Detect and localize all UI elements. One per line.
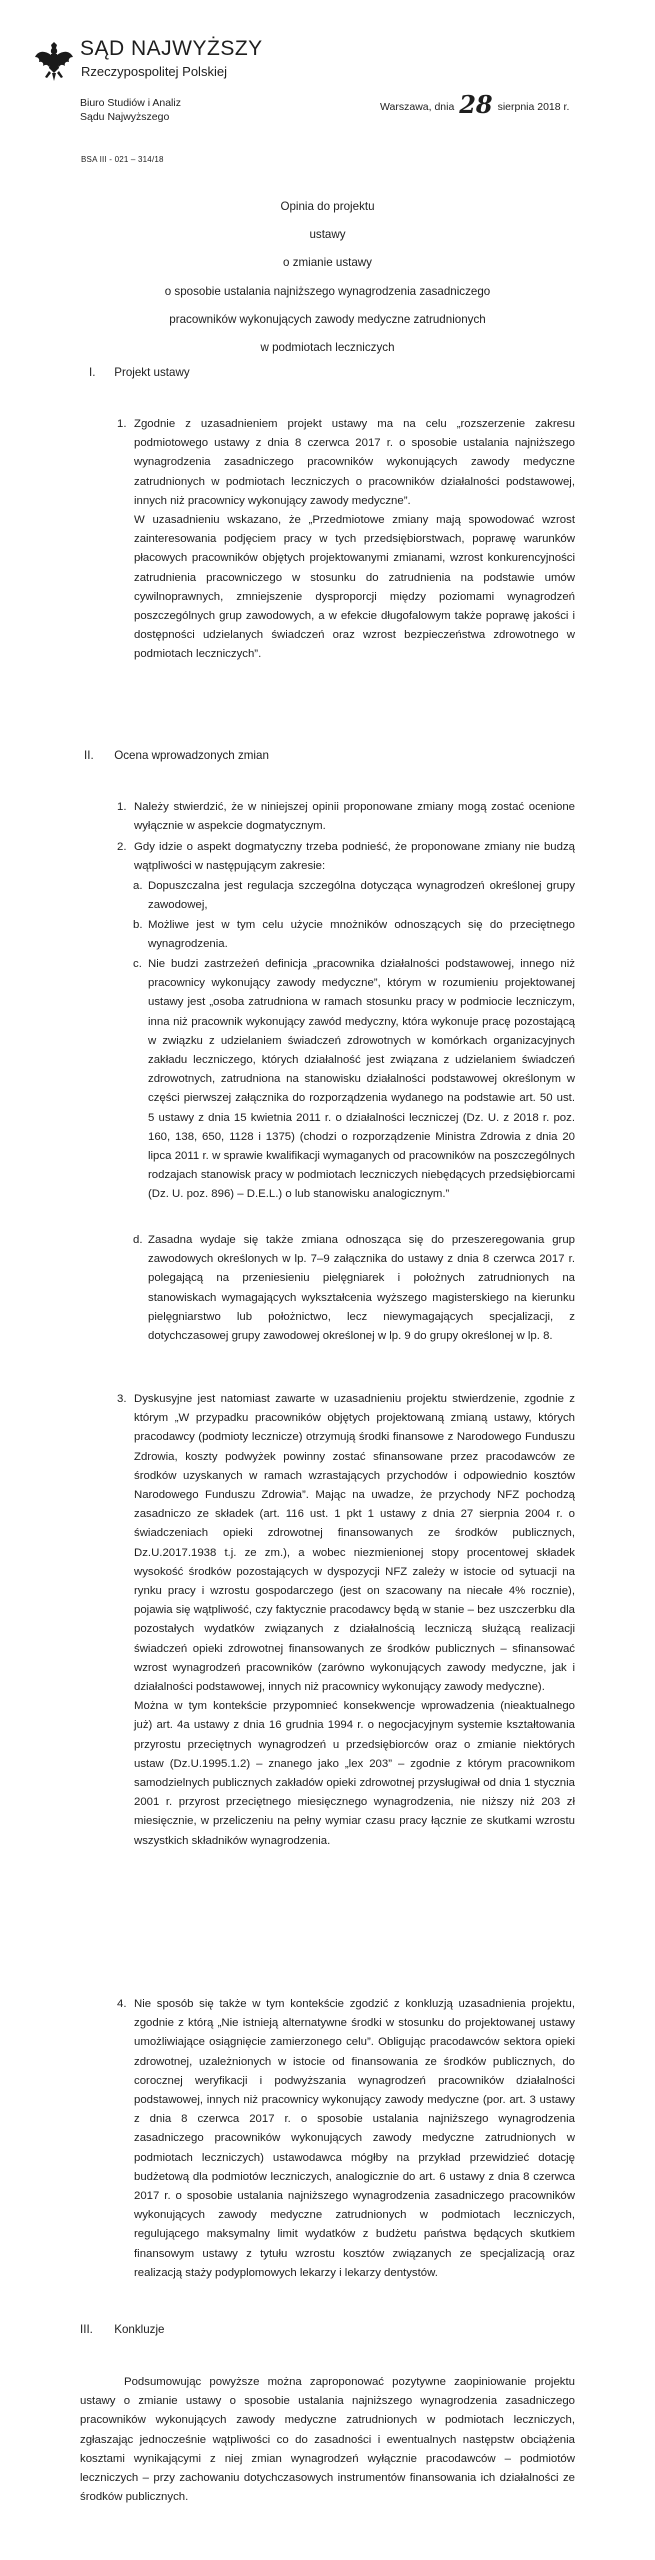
item-text: Dyskusyjne jest natomiast zawarte w uzasadnieniu projektu stwierdzenie, zgodnie z którym „W przypadku pracowników objętych projektowaną zmianą ustawy, których pracodawcy (podmioty lecznicze) otrzymują środki finansowe z Narodowego Funduszu Zdrowia, koszty podwyżek powinny zostać sfinansowane przez pracodawców ze środków uzyskanych w ramach wzrastających przychodów i odpowiednio kosztów Narodowego Funduszu Zdrowia”. Mając na uwadze, że przychody NFZ pochodzą zasadniczo ze składek (art. 116 ust. 1 pkt 1 ustawy z dnia 27 sierpnia 2004 r. o świadczeniach opieki zdrowotnej finansowanych ze środków publicznych, Dz.U.2017.1938 t.j. ze zm.), a wobec niezmienionej stopy procentowej składek wysokość środków pozostających w dyspozycji NFZ zależy w istocie od sytuacji na rynku pracy i wzrostu gospodarczego (jest on szacowany na niecałe 4% rocznie), pojawia się wątpliwość, czy faktycznie pracodawcy będą w stanie – bez uszczerbku dla pozostałych wydatków związanych z działalnością leczniczą służącą realizacji świadczeń opieki zdrowotnej finansowanych ze środków publicznych – sfinansować wzrost wynagrodzeń pracowników (zarówno wykonujących zawody medyczne, jak i działalności podstawowej, innych niż pracownicy wykonujący zawody medyczne). [134,1393,575,1694]
item-text: Należy stwierdzić, że w niniejszej opinii proponowane zmiany mogą zostać ocenione wyłącznie w aspekcie dogmatycznym. [134,801,575,833]
document-title [100,193,555,362]
section-2-item-4 [117,1995,575,2283]
item-text: Gdy idzie o aspekt dogmatyczny trzeba podnieść, że proponowane zmiany nie budzą wątpliwości w następującym zakresie: [134,841,575,873]
office-name [80,96,181,124]
section-2-point-c [133,955,575,1205]
section-1-numeral: I. [89,366,96,379]
item-number: 1. [117,418,127,430]
point-text: Nie budzi zastrzeżeń definicja „pracownika działalności podstawowej, innego niż pracownicy wykonujący zawody medyczne”, którym w rozumieniu projektowanej ustawy jest „osoba zatrudniona w ramach stosunku pracy w podmiocie leczniczym, inna niż pracownik wykonujący zawód medyczny, która wykonuje pracę pozostającą w związku z udzielaniem świadczeń zdrowotnych w komórkach organizacyjnych zakładu leczniczego, których działalność jest związana z udzielaniem świadczeń zdrowotnych, zatrudniona na stanowisku działalności podstawowej określonym w części pierwszej załącznika do rozporządzenia wydanego na podstawie art. 50 ust. 5 ustawy z dnia 15 kwietnia 2011 r. o działalności leczniczej (Dz. U. z 2018 r. poz. 160, 138, 650, 1128 i 1375) (chodzi o rozporządzenie Ministra Zdrowia z dnia 20 lipca 2011 r. w sprawie kwalifikacji wymaganych od pracowników na poszczególnych rodzajach stanowisk pracy w podmiotach leczniczych niebędących przedsiębiorcami (Dz. U. poz. 896) – D.E.L.) o lub stanowisku analogicznym.” [148,958,575,1201]
item-text: Zgodnie z uzasadnieniem projekt ustawy ma na celu „rozszerzenie zakresu podmiotowego ustawy z dnia 8 czerwca 2017 r. o sposobie ustalania najniższego wynagrodzenia zasadniczego pracowników wykonujących zawody medyczne zatrudnionych w podmiotach leczniczych o pracowników działalności podstawowej, innych niż pracownicy wykonujący zawody medyczne”. [134,418,575,507]
eagle-emblem-icon [34,40,74,82]
item-text-continued: W uzasadnieniu wskazano, że „Przedmiotowe zmiany mają spowodować wzrost zainteresowania podjęciem pracy w tych przedsiębiorstwach, poprawę warunków płacowych pracowników objętych projektowanymi zmianami, wzrost konkurencyjności zatrudnienia pracowniczego w stosunku do zatrudnienia na podstawie umów cywilnoprawnych, zmniejszenie dysproporcji między poziomami wynagrodzeń poszczególnych grup zawodowych, a w efekcie długofalowym także poprawę jakości i dostępności udzielanych świadczeń oraz wzrost bezpieczeństwa zdrowotnego w podmiotach leczniczych”. [134,514,575,661]
court-subtitle: Rzeczypospolitej Polskiej [81,64,227,79]
office-line-2: Sądu Najwyższego [80,111,170,123]
date-day-handwritten: 28 [459,90,493,119]
section-2-heading [84,747,269,765]
section-2-point-a [133,877,575,915]
section-2-point-d [133,1231,575,1346]
title-line-4: o sposobie ustalania najniższego wynagrodzenia zasadniczego [164,284,491,298]
section-1-heading [89,364,190,382]
item-number: 2. [117,841,127,853]
reference-number: BSA III - 021 – 314/18 [81,155,164,164]
item-number: 4. [117,1998,127,2010]
item-number: 3. [117,1393,127,1405]
title-line-1: Opinia do projektu [280,200,375,213]
point-letter: c. [133,958,142,970]
section-3-numeral: III. [80,2323,93,2336]
section-1-item-1 [117,415,575,665]
point-text: Możliwe jest w tym celu użycie mnożników odnoszących się do przeciętnego wynagrodzenia. [148,919,575,951]
section-2-point-b [133,916,575,954]
point-letter: d. [133,1234,143,1246]
point-text: Dopuszczalna jest regulacja szczególna dotycząca wynagrodzeń określonej grupy zawodowej, [148,880,575,912]
conclusion-paragraph [80,2373,575,2507]
conclusion-text: Podsumowując powyższe można zaproponować pozytywne zaopiniowanie projektu ustawy o zmianie ustawy o sposobie ustalania najniższego wynagrodzenia zasadniczego pracowników wykonujących zawody medyczne zatrudnionych w podmiotach leczniczych, zgłaszając jednocześnie wątpliwości co do zasadności i ewentualnych następstw obciążenia kosztami wynikającymi z niej zmian wynagrodzeń wyłącznie pracodawców – podmiotów leczniczych – przy zachowaniu dotychczasowych instrumentów finansowania ich działalności ze środków publicznych. [80,2376,575,2504]
section-2-title: Ocena wprowadzonych zmian [114,749,269,762]
item-text-continued: Można w tym kontekście przypomnieć konsekwencje wprowadzenia (nieaktualnego już) art. 4a ustawy z dnia 16 grudnia 1994 r. o negocjacyjnym systemie kształtowania przyrostu przeciętnych wynagrodzeń u przedsiębiorców oraz o zmianie niektórych ustaw (Dz.U.1995.1.2) – znanego jako „lex 203” – zgodnie z którym pracownikom samodzielnych publicznych zakładów opieki zdrowotnej przysługiwał od dnia 1 stycznia 2001 r. przyrost przeciętnego miesięcznego wynagrodzenia, nie niższy niż 203 zł miesięcznie, w przeliczeniu na pełny wymiar czasu pracy łącznie ze skutkami wzrostu wszystkich składników wynagrodzenia. [134,1700,575,1847]
date-suffix: sierpnia 2018 r. [497,101,570,113]
section-2-item-1 [117,798,575,836]
point-letter: a. [133,880,143,892]
date-prefix: Warszawa, dnia [380,101,455,113]
section-3-title: Konkluzje [114,2323,165,2336]
title-line-2: ustawy [309,228,346,242]
office-line-1: Biuro Studiów i Analiz [80,97,181,109]
point-text: Zasadna wydaje się także zmiana odnosząca się do przeszeregowania grup zawodowych określonych w lp. 7–9 załącznika do ustawy z dnia 8 czerwca 2017 r. polegającą na przeniesieniu pielęgniarek i położnych zatrudnionych na stanowiskach wymagających wykształcenia wyższego magisterskiego na kierunku pielęgniarstwo lub położnictwo, lecz niewymagających specjalizacji, z dotychczasowej grupy zawodowej określonej w lp. 9 do grupy określonej w lp. 8. [148,1234,575,1343]
section-3-heading [80,2321,165,2339]
section-2-item-3 [117,1390,575,1851]
point-letter: b. [133,919,143,931]
section-1-title: Projekt ustawy [114,366,190,379]
title-line-5: pracowników wykonujących zawody medyczne zatrudnionych [169,312,486,326]
title-line-6: w podmiotach leczniczych [260,341,395,355]
section-2-item-2 [117,838,575,876]
section-2-numeral: II. [84,749,94,762]
item-number: 1. [117,801,127,813]
title-line-3: o zmianie ustawy [283,256,372,270]
item-text: Nie sposób się także w tym kontekście zgodzić z konkluzją uzasadnienia projektu, zgodnie z którą „Nie istnieją alternatywne środki w stosunku do projektowanej ustawy umożliwiające osiągnięcie zamierzonego celu”. Obligując pracodawców sektora opieki zdrowotnej, uzależnionych w istocie od finansowania ze środków publicznych, do corocznej weryfikacji i podwyższania wynagrodzeń pracowników działalności podstawowej, innych niż pracownicy wykonujący zawody medyczne (por. art. 3 ustawy z dnia 8 czerwca 2017 r. o sposobie ustalania najniższego wynagrodzenia zasadniczego pracowników wykonujących zawody medyczne zatrudnionych w podmiotach leczniczych) ustawodawca mógłby na przykład przewidzieć dotację budżetową dla podmiotów leczniczych, analogicznie do art. 6 ustawy z dnia 8 czerwca 2017 r. o sposobie ustalania najniższego wynagrodzenia zasadniczego pracowników wykonujących zawody medyczne zatrudnionych w podmiotach leczniczych, regulującego maksymalny limit wydatków z budżetu państwa będących skutkiem finansowym ustawy z tytułu wzrostu kosztów związanych ze specjalizacją oraz realizacją staży podyplomowych lekarzy i lekarzy dentystów. [134,1998,575,2279]
document-date [380,90,570,119]
court-name: SĄD NAJWYŻSZY [80,37,263,60]
